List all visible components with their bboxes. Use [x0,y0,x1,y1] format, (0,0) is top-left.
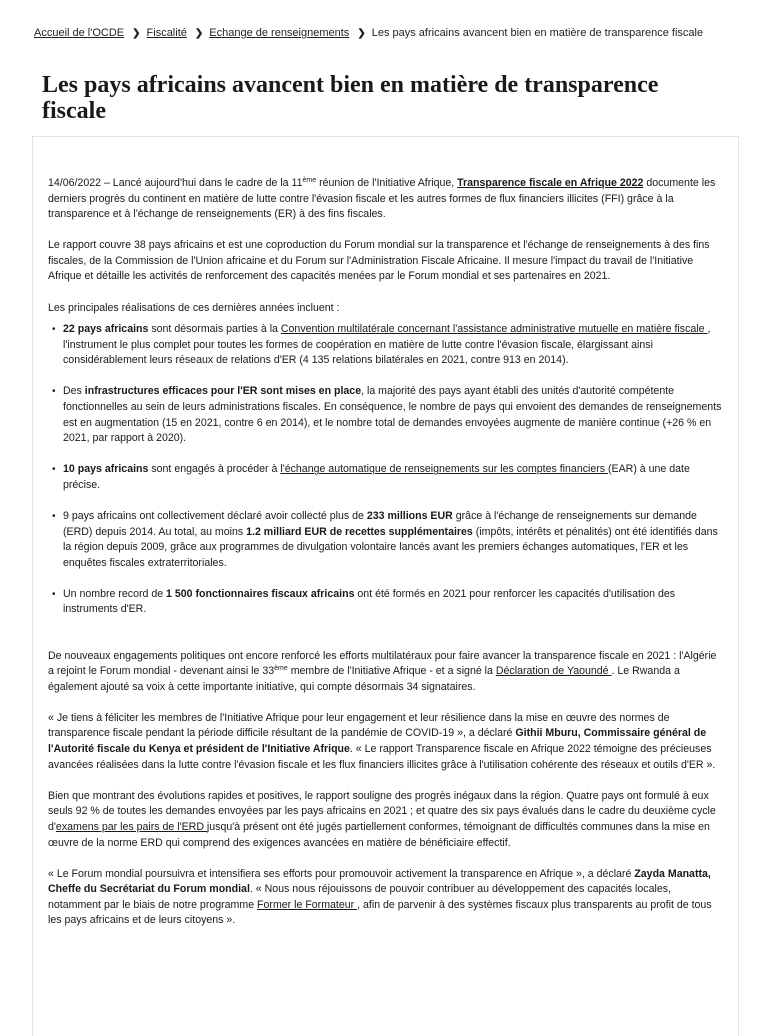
breadcrumb-link-fiscalite[interactable]: Fiscalité [146,27,187,39]
link-peer-reviews[interactable]: examens par les pairs de l'ERD [55,820,207,833]
article-body [48,176,724,944]
paragraph-intro: 14/06/2022 – Lancé aujourd'hui dans le cadre de la 11ème réunion de l'Initiative Afrique, Transparence fiscale en Afrique 2022 documente les derniers progrès du continent en matière de lutte contre l'évasion fiscale et les autres formes de flux financiers illicites (FFI) grâce à la transparence et à l'échange de renseignements (ER) à des fins fiscales. [48,177,716,221]
bullet-icon: • [52,386,56,398]
link-multilateral-convention[interactable]: Convention multilatérale concernant l'assistance administrative mutuelle en matière fiscale [280,323,708,336]
list-item: • 22 pays africains sont désormais parties à la Convention multilatérale concernant l'assistance administrative mutuelle en matière fiscale , l'instrument le plus complet pour toutes les formes de coopération en matière de lutte contre l'évasion fiscale, élargissant ainsi considérablement leurs réseaux de relations d'ER (4 135 relations bilatérales en 2021, contre 913 en 2014). [52,323,711,367]
bullet-icon: • [52,511,56,522]
page-title: Les pays africains avancent bien en matière de transparence fiscale [42,72,659,124]
bullet-icon: • [52,324,56,336]
list-item: • Un nombre record de 1 500 fonctionnaires fiscaux africains ont été formés en 2021 pour renforcer les capacités d'utilisation des instruments d'ER. [52,587,676,616]
bullet-icon: • [52,588,56,600]
link-automatic-exchange[interactable]: l'échange automatique de renseignements sur les comptes financiers [280,463,609,476]
paragraph-quote-manatta: « Le Forum mondial poursuivra et intensifiera ses efforts pour promouvoir activement la transparence en Afrique », a déclaré Zayda Manatta, Cheffe du Secrétariat du Forum mondial. « Nous nous réjouissons de pouvoir contribuer au développement des capacités locales, notamment par le biais de notre programme Former le Formateur , afin de parvenir à des systèmes fiscaux plus transparents au profit de tous les pays africains et de leurs citoyens ». [48,867,712,927]
link-train-the-trainer[interactable]: Former le Formateur [257,898,358,911]
paragraph-achievements-intro: Les principales réalisations de ces dernières années incluent : [48,301,340,314]
breadcrumb-link-home[interactable]: Accueil de l'OCDE [34,27,125,39]
list-item: • 10 pays africains sont engagés à procéder à l'échange automatique de renseignements sur les comptes financiers (EAR) à une date précise. [52,463,690,491]
link-yaounde-declaration[interactable]: Déclaration de Yaoundé [495,665,612,678]
paragraph-political-commitments: De nouveaux engagements politiques ont encore renforcé les efforts multilatéraux pour faire avancer la transparence fiscale en 2021 : l'Algérie a rejoint le Forum mondial - devenant ainsi le 33ème membre de l'Initiative Afrique - et a signé la Déclaration de Yaoundé . Le Rwanda a également ajouté sa voix à cette importante initiative, qui compte désormais 34 signataires. [48,649,717,693]
achievements-list [48,322,724,618]
breadcrumb-current: Les pays africains avancent bien en matière de transparence fiscale [371,27,704,39]
breadcrumb-link-echange[interactable]: Echange de renseignements [209,27,350,39]
chevron-right-icon: ❯ [194,28,204,39]
chevron-right-icon: ❯ [357,28,366,39]
list-item: • 9 pays africains ont collectivement déclaré avoir collecté plus de 233 millions EUR grâce à l'échange de renseignements sur demande (ERD) depuis 2014. Au total, au moins 1.2 milliard EUR de recettes supplémentaires (impôts, intérêts et pénalités) ont été identifiés dans la région depuis 2009, grâce aux programmes de divulgation volontaire lancés avant les premiers échanges automatiques, l'ER et les enquêtes fiscales extraterritoriales. [52,510,718,569]
paragraph-uneven-progress: Bien que montrant des évolutions rapides et positives, le rapport souligne des progrès inégaux dans la région. Quatre pays ont formulé à eux seuls 92 % de toutes les demandes envoyées par les pays africains en 2021 ; et quatre des six pays évalués dans le cadre du deuxième cycle d'examens par les pairs de l'ERD jusqu'à présent ont été jugés partiellement conformes, témoignant de difficultés communes dans la mise en œuvre de la norme ERD qui comprend des exigences avancées en matière de bénéficiaire effectif. [48,789,716,849]
spacer [48,634,724,649]
list-item: • Des infrastructures efficaces pour l'ER sont mises en place, la majorité des pays ayant établi des unités d'autorité compétente fonctionnelles au sein de leurs administrations fiscales. En conséquence, le nombre de pays qui envoient des demandes de renseignements est en augmentation (15 en 2021, contre 6 en 2014), et le nombre total de demandes envoyées augmente de manière continue (+26 % en 2021, par rapport à 2020). [52,385,722,445]
paragraph-report-coverage: Le rapport couvre 38 pays africains et est une coproduction du Forum mondial sur la transparence et l'échange de renseignements à des fins fiscales, de la Commission de l'Union africaine et du Forum sur l'Administration Fiscale Africaine. Il mesure l'impact du travail de l'Initiative Afrique et détaille les activités de renforcement des capacités menées par le Forum mondial et ses partenaires en 2021. [48,239,710,283]
link-report-title[interactable]: Transparence fiscale en Afrique 2022 [457,177,644,189]
paragraph-quote-mburu: « Je tiens à féliciter les membres de l'Initiative Afrique pour leur engagement et leur résilience dans la mise en œuvre des normes de transparence fiscale pendant la période difficile résultant de la pandémie de COVID-19 », a déclaré Githii Mburu, Commissaire général de l'Autorité fiscale du Kenya et président de l'Initiative Afrique. « Le rapport Transparence fiscale en Afrique 2022 témoigne des précieuses avancées réalisées dans la lutte contre l'évasion fiscale et les flux financiers illicites grâce à l'utilisation cohérente des réseaux et outils d'ER ». [48,711,716,771]
breadcrumb [34,26,754,41]
chevron-right-icon: ❯ [132,28,141,39]
bullet-icon: • [52,464,56,476]
